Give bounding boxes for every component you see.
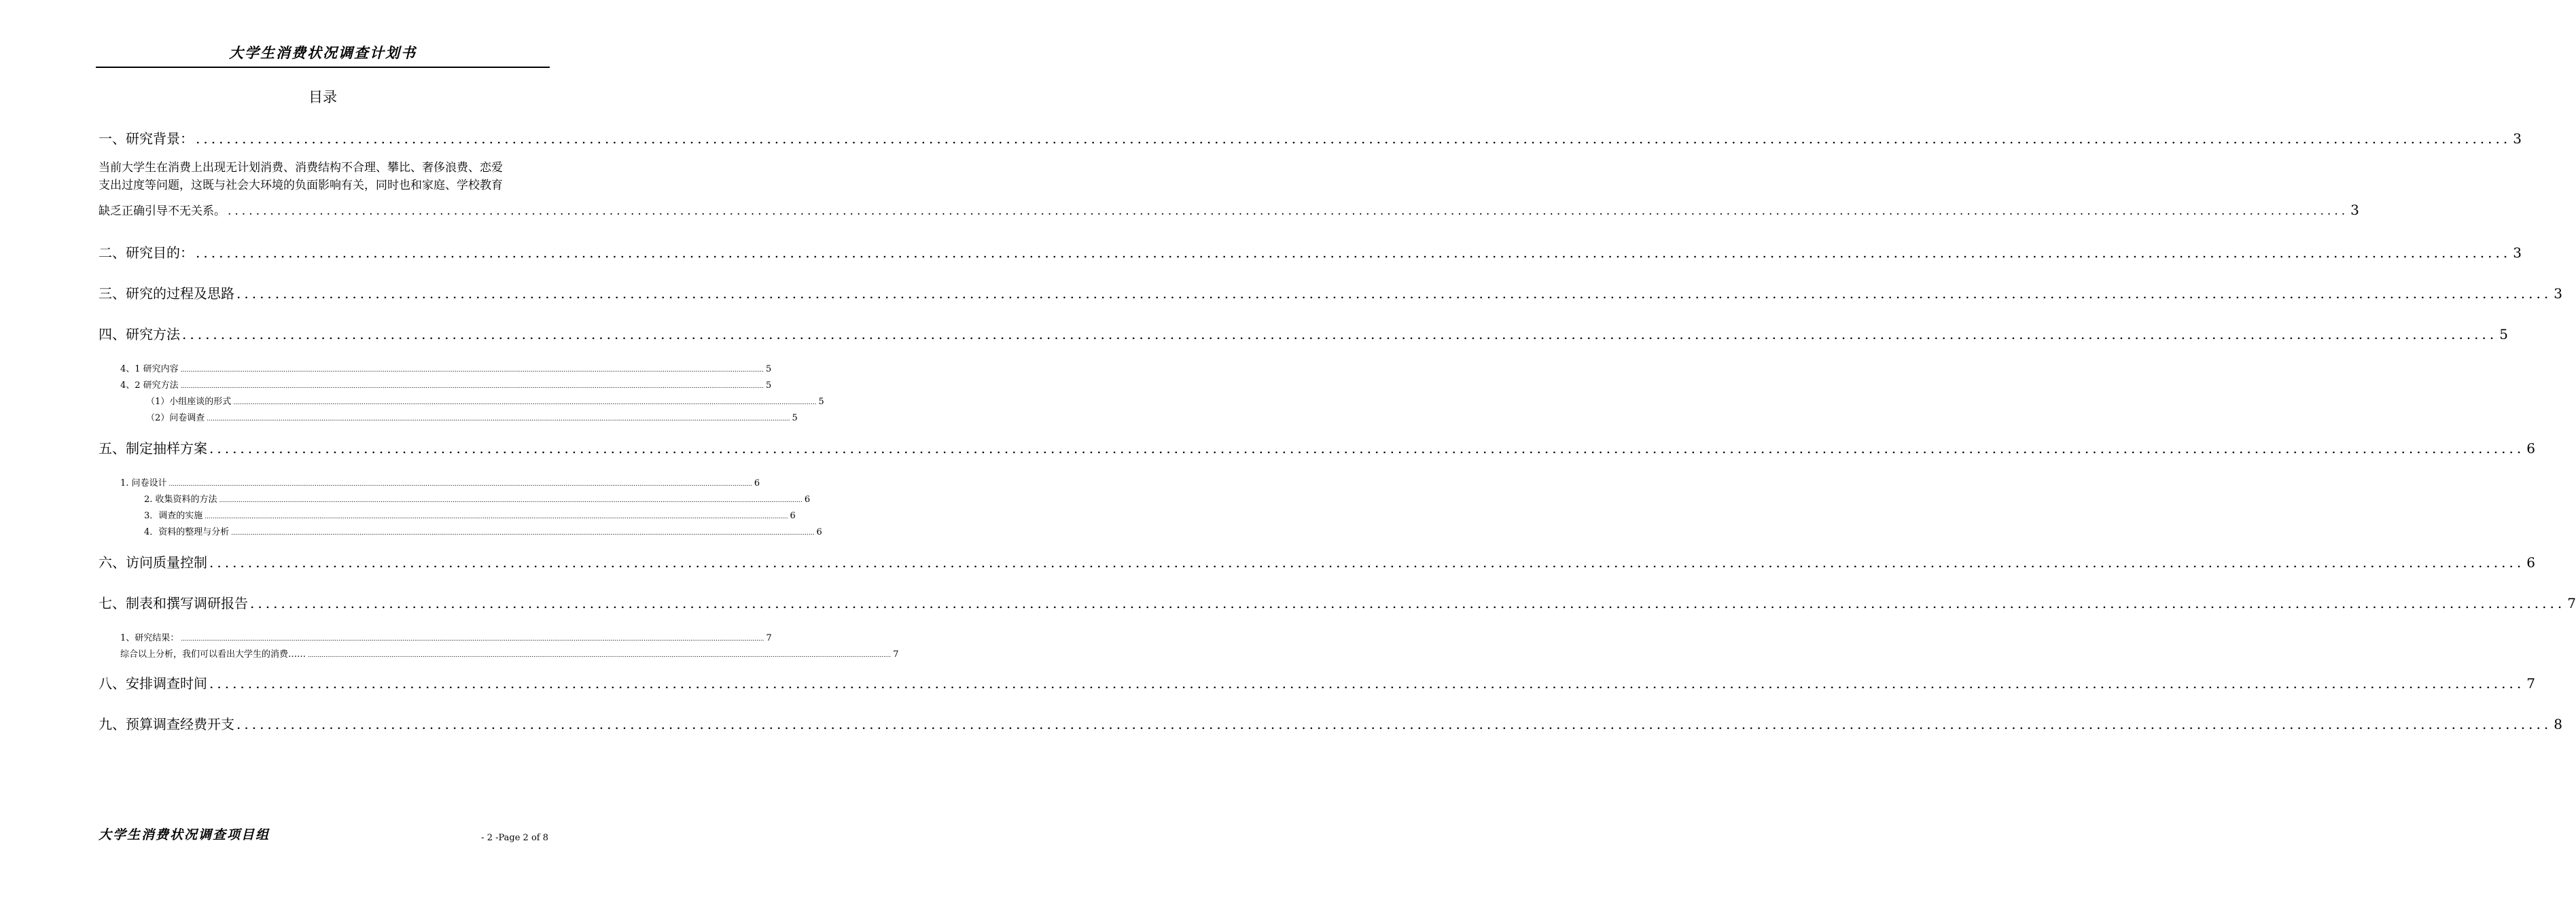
toc-entry-5-4[interactable] (144, 524, 822, 537)
running-header: 大学生消费状况调查计划书 (229, 44, 417, 61)
dot-leader: ............................................................................................................................................................................................................................................................................................................ (182, 326, 2498, 342)
toc-page-number: 5 (818, 397, 824, 407)
toc-entry-7-2[interactable] (120, 647, 899, 660)
toc-page-number: 7 (2526, 675, 2535, 692)
toc-page-number: 6 (790, 511, 796, 521)
toc-page-number: 6 (754, 478, 760, 488)
toc-page-number: 7 (2567, 595, 2576, 611)
toc-entry-4-2-2[interactable] (146, 410, 798, 423)
toc-entry-text: 3．调查的实施 (144, 511, 203, 521)
toc-entry-6[interactable] (99, 552, 2535, 571)
toc-entry-text: 三、研究的过程及思路 (99, 285, 234, 302)
toc-page-number: 8 (2554, 716, 2562, 732)
toc-page-number: 3 (2513, 245, 2522, 261)
toc-entry-4-1[interactable] (120, 361, 772, 374)
toc-page-number: 3 (2350, 202, 2359, 218)
footer-page-info: - 2 -Page 2 of 8 (481, 833, 548, 843)
toc-entry-text: 4．资料的整理与分析 (144, 527, 230, 537)
dot-leader: ............................................................................................................................................................................................................................................................................................................ (231, 530, 815, 537)
dot-leader: ............................................................................................................................................................................................................................................................................................................ (228, 204, 2349, 218)
toc-background-paragraph-line-1: 当前大学生在消费上出现无计划消费、消费结构不合理、攀比、奢侈浪费、恋爱 (99, 161, 503, 175)
dot-leader: ............................................................................................................................................................................................................................................................................................................ (180, 367, 764, 374)
dot-leader: ............................................................................................................................................................................................................................................................................................................ (233, 399, 817, 406)
toc-entry-text: 八、安排调查时间 (99, 675, 207, 692)
dot-leader: ............................................................................................................................................................................................................................................................................................................ (205, 514, 788, 520)
toc-entry-5-1[interactable] (120, 476, 760, 488)
toc-page-number: 5 (765, 380, 772, 391)
toc-background-paragraph-line-2: 支出过度等问题，这既与社会大环境的负面影响有关，同时也和家庭、学校教育 (99, 179, 503, 192)
toc-page-number: 5 (792, 413, 798, 423)
toc-entry-text: 一、研究背景： (99, 130, 194, 147)
toc-page-number: 5 (2499, 326, 2508, 342)
toc-page-number: 3 (2513, 130, 2522, 147)
toc-page-number: 7 (766, 633, 772, 643)
toc-entry-text: 七、制表和撰写调研报告 (99, 595, 248, 611)
toc-entry-text: 五、制定抽样方案 (99, 440, 207, 456)
toc-entry-5[interactable] (99, 437, 2535, 457)
dot-leader: ............................................................................................................................................................................................................................................................................................................ (181, 636, 764, 643)
dot-leader: ............................................................................................................................................................................................................................................................................................................ (236, 285, 2552, 302)
dot-leader: ............................................................................................................................................................................................................................................................................................................ (209, 440, 2525, 456)
dot-leader: ............................................................................................................................................................................................................................................................................................................ (209, 554, 2525, 571)
footer-group-name: 大学生消费状况调查项目组 (99, 827, 270, 842)
toc-entry-text: 1、研究结果： (120, 633, 179, 643)
dot-leader: ............................................................................................................................................................................................................................................................................................................ (169, 481, 752, 488)
toc-entry-text: 四、研究方法 (99, 326, 180, 342)
toc-entry-text: 综合以上分析，我们可以看出大学生的消费…… (120, 649, 306, 660)
toc-entry-2[interactable] (99, 242, 2522, 262)
toc-entry-text: 缺乏正确引导不无关系。 (99, 204, 226, 218)
dot-leader: ............................................................................................................................................................................................................................................................................................................ (196, 245, 2511, 261)
toc-entry-4-2[interactable] (120, 378, 772, 391)
toc-page-number: 6 (804, 495, 811, 505)
toc-entry-background[interactable] (99, 201, 2359, 218)
dot-leader: ............................................................................................................................................................................................................................................................................................................ (207, 416, 790, 423)
toc-page-number: 7 (893, 649, 899, 660)
toc-page-number: 6 (2526, 440, 2535, 456)
toc-entry-7[interactable] (99, 592, 2576, 612)
toc-entry-text: 4、1 研究内容 (120, 364, 179, 374)
dot-leader: ............................................................................................................................................................................................................................................................................................................ (196, 130, 2511, 147)
toc-entry-text: （2）问卷调查 (146, 413, 205, 423)
toc-entry-4[interactable] (99, 323, 2508, 343)
toc-entry-7-1[interactable] (120, 630, 772, 643)
toc-page-number: 6 (816, 527, 822, 537)
toc-entry-text: 2. 收集资料的方法 (144, 495, 217, 505)
dot-leader: ............................................................................................................................................................................................................................................................................................................ (308, 652, 892, 659)
toc-entry-text: 九、预算调查经费开支 (99, 716, 234, 732)
toc-entry-8[interactable] (99, 673, 2535, 692)
dot-leader: ............................................................................................................................................................................................................................................................................................................ (250, 595, 2566, 611)
dot-leader: ............................................................................................................................................................................................................................................................................................................ (219, 497, 802, 504)
toc-entry-text: 1. 问卷设计 (120, 478, 167, 488)
dot-leader: ............................................................................................................................................................................................................................................................................................................ (209, 675, 2525, 692)
dot-leader: ............................................................................................................................................................................................................................................................................................................ (236, 716, 2552, 732)
dot-leader: ............................................................................................................................................................................................................................................................................................................ (180, 383, 764, 390)
toc-page-number: 3 (2554, 285, 2562, 302)
toc-entry-5-2[interactable] (144, 492, 811, 505)
toc-entry-5-3[interactable] (144, 508, 796, 521)
toc-entry-9[interactable] (99, 713, 2562, 733)
toc-entry-text: 六、访问质量控制 (99, 554, 207, 571)
toc-entry-text: 二、研究目的： (99, 245, 194, 261)
toc-title: 目录 (308, 89, 337, 105)
toc-page-number: 6 (2526, 554, 2535, 571)
toc-entry-text: （1）小组座谈的形式 (146, 397, 232, 407)
toc-page-number: 5 (765, 364, 772, 374)
toc-entry-4-2-1[interactable] (146, 394, 824, 407)
header-rule (96, 67, 550, 68)
toc-entry-text: 4、2 研究方法 (120, 380, 179, 391)
toc-entry-3[interactable] (99, 283, 2562, 302)
toc-entry-1[interactable] (99, 128, 2522, 147)
